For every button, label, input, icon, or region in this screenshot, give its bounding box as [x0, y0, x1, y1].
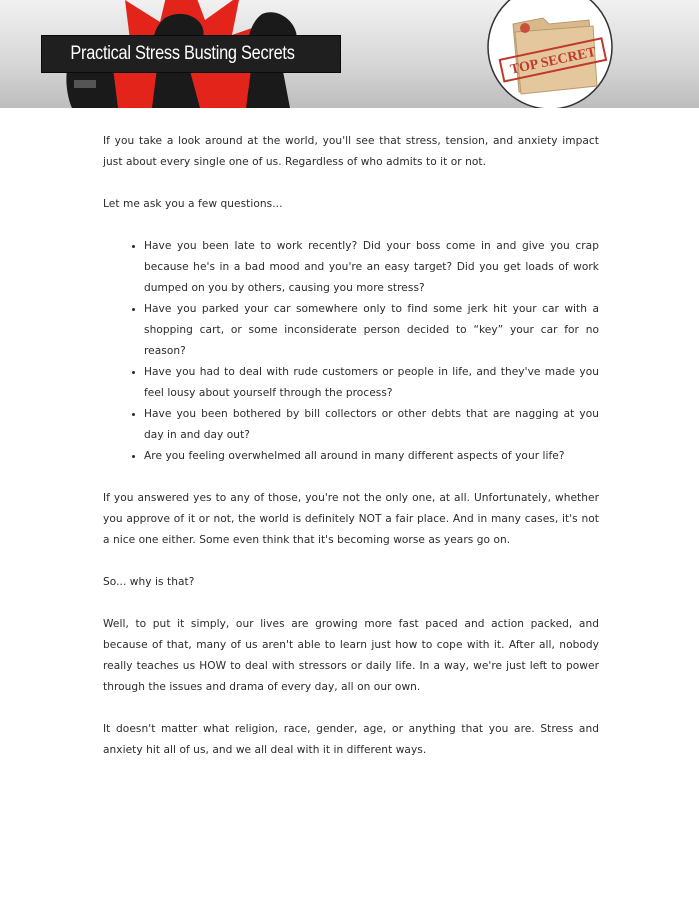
paragraph-explanation: Well, to put it simply, our lives are growing more fast paced and action packed, and because of that, many of us aren't able to learn just how to cope with it. After all, nobody really teaches us HOW to deal with stressors or daily life. In a way, we're just left to power through the issues and drama of every day, all on our own.: [103, 618, 599, 693]
document-body: [103, 131, 599, 782]
paragraph-not-alone: If you answered yes to any of those, you're not the only one, at all. Unfortunately, whether you approve of it or not, the world is definitely NOT a fair place. And in many cases, it's not a nice one either. Some even think that it's becoming worse as years go on.: [103, 492, 599, 546]
title-banner: [41, 35, 341, 73]
paragraph-intro: If you take a look around at the world, you'll see that stress, tension, and anxiety impact just about every single one of us. Regardless of who admits to it or not.: [103, 135, 599, 168]
badge-stamp-text: TOP SECRET: [508, 44, 598, 78]
paragraph-closing: It doesn't matter what religion, race, gender, age, or anything that you are. Stress and anxiety hit all of us, and we all deal with it in different ways.: [103, 723, 599, 756]
page-header: [0, 0, 699, 108]
list-item: • Have you parked your car somewhere only to find some jerk hit your car with a shopping cart, or some inconsiderate person decided to “key” your car for no reason?: [144, 299, 599, 362]
paragraph-why: So... why is that?: [103, 576, 195, 588]
list-item: • Are you feeling overwhelmed all around in many different aspects of your life?: [144, 446, 599, 467]
list-item: • Have you had to deal with rude customers or people in life, and they've made you feel lousy about yourself through the process?: [144, 362, 599, 404]
list-item: • Have you been late to work recently? Did your boss come in and give you crap because he's in a bad mood and you're an easy target? Did you get loads of work dumped on you by others, causing you more stress?: [144, 236, 599, 299]
list-item: • Have you been bothered by bill collectors or other debts that are nagging at you day in and day out?: [144, 404, 599, 446]
page-title: Practical Stress Busting Secrets: [70, 43, 295, 64]
silhouette-detail-shape: [74, 80, 96, 88]
questions-list: [103, 236, 599, 467]
paragraph-questions-lead: Let me ask you a few questions...: [103, 198, 283, 210]
top-secret-badge: [485, 0, 615, 108]
